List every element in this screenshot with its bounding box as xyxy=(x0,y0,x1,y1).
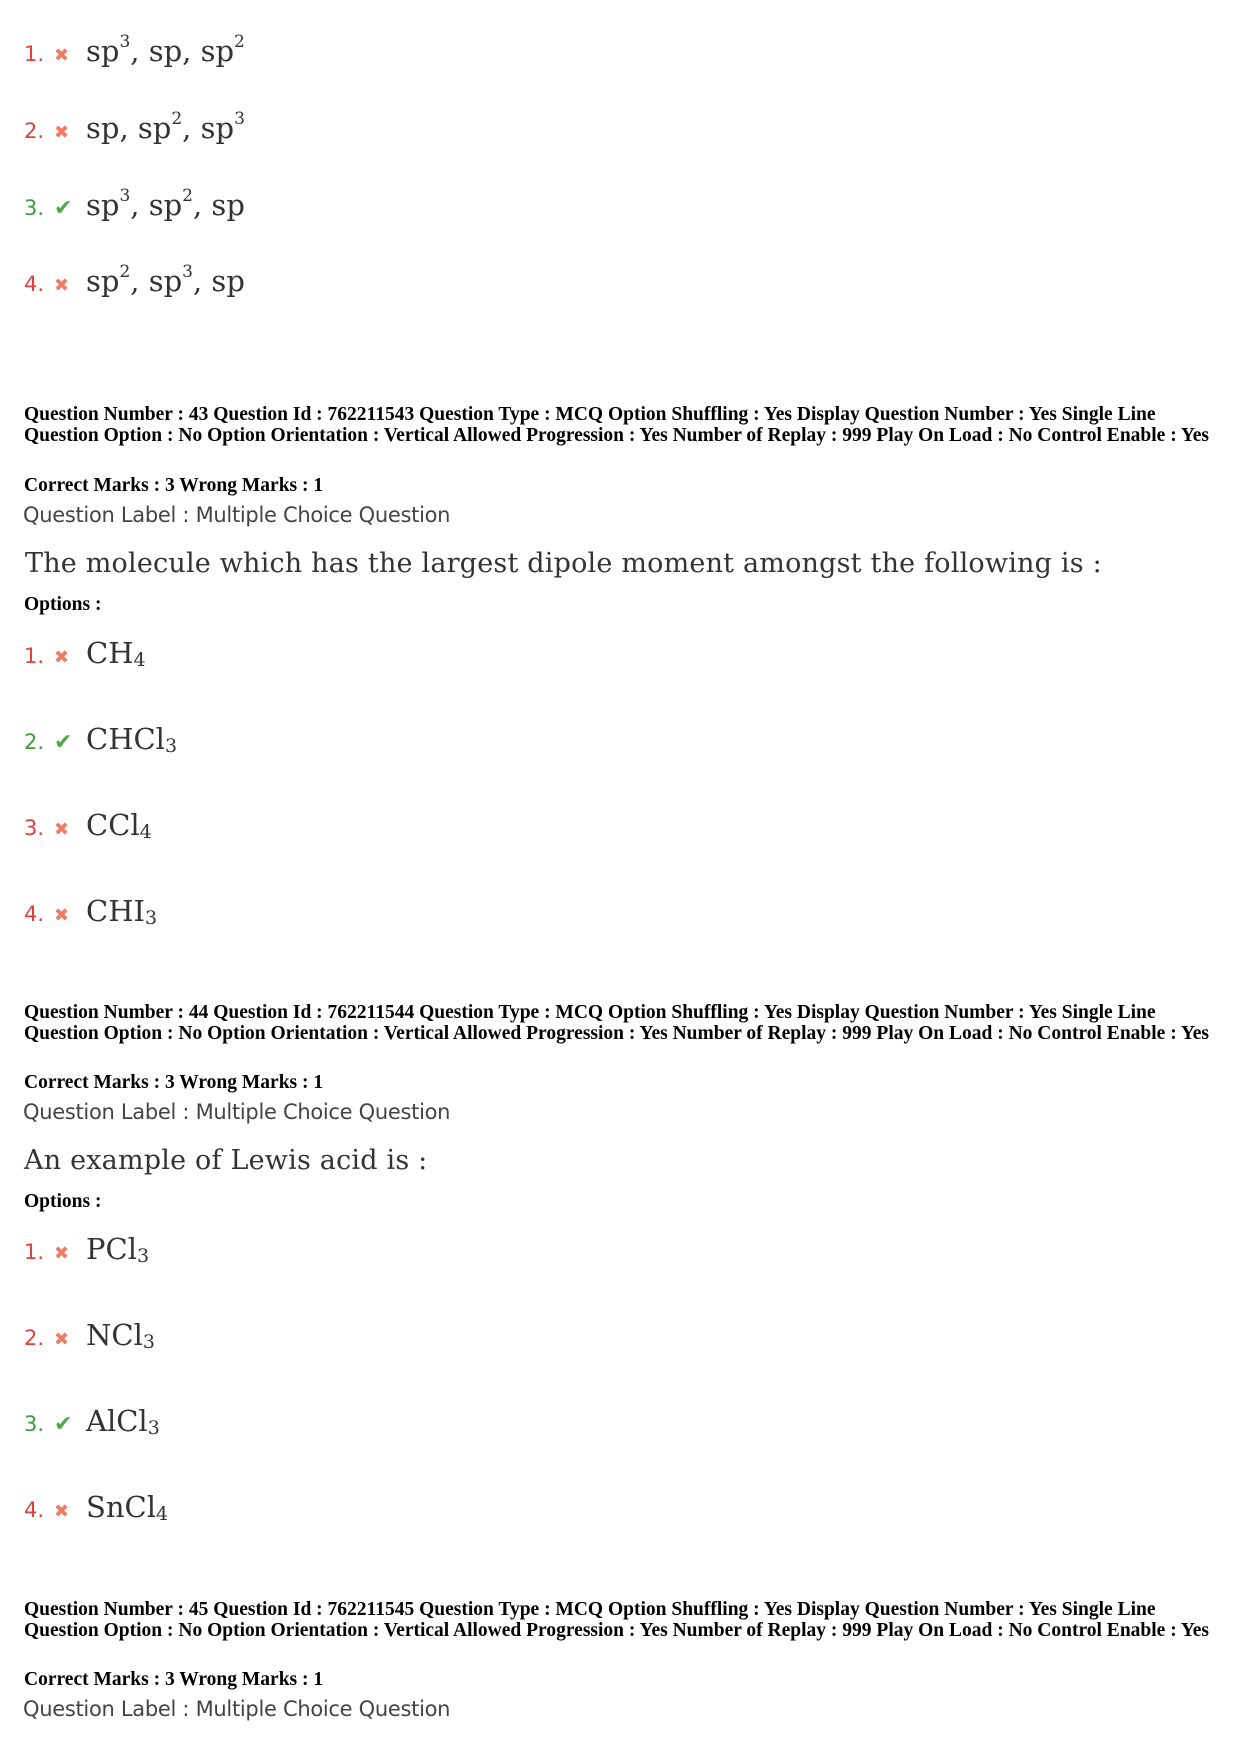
q43-option-3 xyxy=(24,808,152,848)
q43-marks: Correct Marks : 3 Wrong Marks : 1 xyxy=(24,475,324,496)
option-number: 4. xyxy=(24,272,45,296)
option-value: $sp^2$, $sp^3$, sp xyxy=(86,262,245,298)
q44-option-1 xyxy=(24,1232,149,1272)
q43-options-label: Options : xyxy=(24,594,102,615)
q43-meta: Question Number : 43 Question Id : 762211543 Question Type : MCQ Option Shuffling : Yes Display Question Number : Yes Single Line Question Option : No Option Orientation : Vertical Allowed Progression : Yes Number of Replay : 999 Play On Load : No Control Enable : Yes xyxy=(24,404,1210,446)
option-number: 3. xyxy=(24,816,45,840)
q42-option-1 xyxy=(24,34,245,74)
option-number: 4. xyxy=(24,902,45,926)
q44-text: An example of Lewis acid is : xyxy=(24,1145,428,1176)
q43-text: The molecule which has the largest dipole moment amongst the following is : xyxy=(25,548,1102,579)
option-value: PCl$_3$ xyxy=(86,1232,150,1267)
option-value: SnCl$_4$ xyxy=(86,1490,169,1525)
option-number: 1. xyxy=(24,1240,45,1264)
option-number: 4. xyxy=(24,1498,45,1522)
option-value: $CHI_3$ xyxy=(86,894,158,929)
q45-label: Question Label : Multiple Choice Question xyxy=(23,1697,451,1721)
option-value: NCl$_3$ xyxy=(86,1318,155,1353)
q44-meta: Question Number : 44 Question Id : 762211544 Question Type : MCQ Option Shuffling : Yes Display Question Number : Yes Single Line Question Option : No Option Orientation : Vertical Allowed Progression : Yes Number of Replay : 999 Play On Load : No Control Enable : Yes xyxy=(24,1002,1210,1044)
cross-icon: ✖ xyxy=(54,905,70,926)
option-number: 3. xyxy=(24,196,45,220)
check-icon: ✔ xyxy=(54,730,73,755)
check-icon: ✔ xyxy=(54,1412,73,1437)
option-value: CHCl$_3$ xyxy=(86,722,178,757)
q45-marks: Correct Marks : 3 Wrong Marks : 1 xyxy=(24,1669,324,1690)
cross-icon: ✖ xyxy=(54,819,70,840)
q43-option-1 xyxy=(24,636,146,676)
option-number: 2. xyxy=(24,730,45,754)
cross-icon: ✖ xyxy=(54,275,70,296)
q43-option-2 xyxy=(24,722,177,762)
q44-option-3 xyxy=(24,1404,160,1444)
q44-options-label: Options : xyxy=(24,1191,102,1212)
cross-icon: ✖ xyxy=(54,1329,70,1350)
option-value: $CH_4$ xyxy=(86,636,146,671)
cross-icon: ✖ xyxy=(54,1501,70,1522)
option-value: CCl$_4$ xyxy=(86,808,152,843)
check-icon: ✔ xyxy=(54,196,73,221)
option-value: $sp^3$, sp, $sp^2$ xyxy=(86,32,245,68)
option-number: 2. xyxy=(24,119,45,143)
cross-icon: ✖ xyxy=(54,45,70,66)
option-number: 1. xyxy=(24,644,45,668)
option-number: 2. xyxy=(24,1326,45,1350)
option-value: $sp^3$, $sp^2$, sp xyxy=(86,186,245,222)
q43-option-4 xyxy=(24,894,157,934)
option-value: sp, $sp^2$, $sp^3$ xyxy=(86,109,245,145)
q44-marks: Correct Marks : 3 Wrong Marks : 1 xyxy=(24,1072,324,1093)
q42-option-3 xyxy=(24,188,245,228)
q44-label: Question Label : Multiple Choice Question xyxy=(23,1100,451,1124)
q43-label: Question Label : Multiple Choice Question xyxy=(23,503,451,527)
q44-option-4 xyxy=(24,1490,168,1530)
q45-meta: Question Number : 45 Question Id : 762211545 Question Type : MCQ Option Shuffling : Yes Display Question Number : Yes Single Line Question Option : No Option Orientation : Vertical Allowed Progression : Yes Number of Replay : 999 Play On Load : No Control Enable : Yes xyxy=(24,1599,1210,1641)
option-number: 3. xyxy=(24,1412,45,1436)
cross-icon: ✖ xyxy=(54,1243,70,1264)
q42-option-2 xyxy=(24,111,245,151)
cross-icon: ✖ xyxy=(54,122,70,143)
q42-option-4 xyxy=(24,264,245,304)
cross-icon: ✖ xyxy=(54,647,70,668)
option-number: 1. xyxy=(24,42,45,66)
option-value: AlCl$_3$ xyxy=(86,1404,160,1439)
q44-option-2 xyxy=(24,1318,155,1358)
